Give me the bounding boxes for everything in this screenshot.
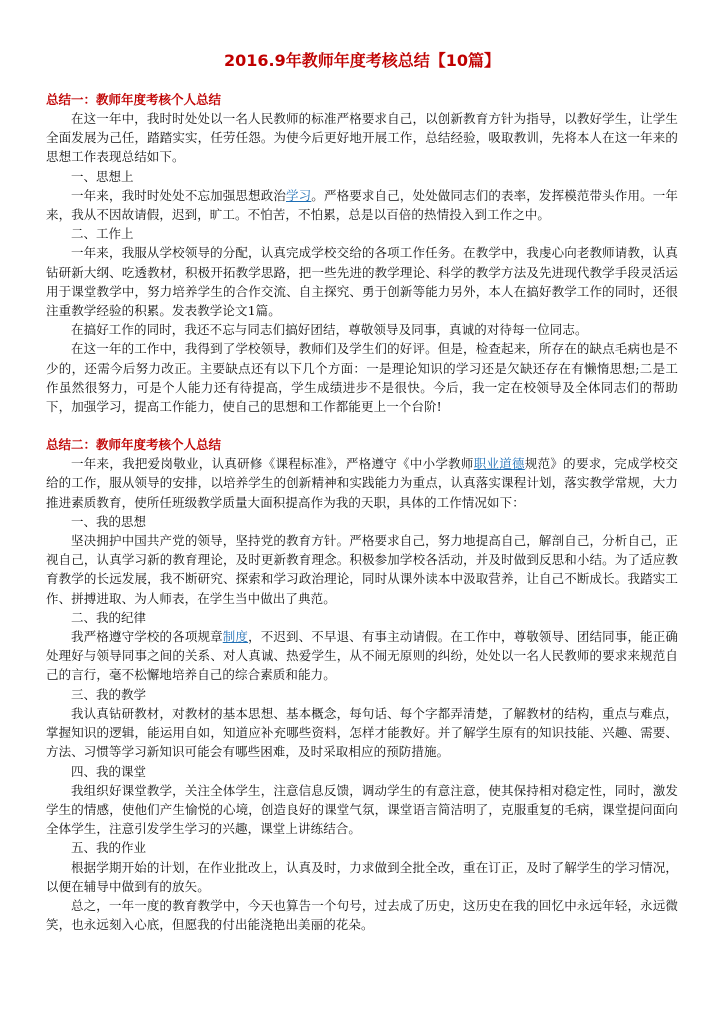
text-span: 我严格遵守学校的各项规章 [71, 629, 223, 645]
section-two-teaching-paragraph: 我认真钻研教材，对教材的基本思想、基本概念，每句话、每个字都弄清楚，了解教材的结构，重点与难点，掌握知识的逻辑，能运用自如，知道应补充哪些资料，怎样才能教好。并了解学生原有的知识技能、兴趣、需要、方法、习惯等学习新知识可能会有哪些困难，及时采取相应的预防措施。 [46, 705, 678, 760]
section-two-subheading-discipline: 二、我的纪律 [71, 609, 147, 625]
section-one-subheading-thought: 一、思想上 [71, 168, 134, 184]
text-span: 。严格要求自己，处处做同志们的表率，发挥模范带头作用。一年来，我从不因故请假，迟到，旷工。不怕苦，不怕累，总是以百倍的热情投入到工作之中。 [46, 187, 679, 223]
section-one-thought-paragraph [46, 186, 678, 224]
section-two-intro [46, 454, 678, 512]
section-one-unity-paragraph: 在搞好工作的同时，我还不忘与同志们搞好团结，尊敬领导及同事，真诚的对待每一位同志。 [71, 322, 588, 338]
section-two [46, 435, 678, 934]
text-span: 一年来，我把爱岗敬业，认真研修《课程标准》，严格遵守《中小学教师 [71, 456, 474, 472]
link-study[interactable]: 学习 [286, 187, 312, 203]
section-two-thought-paragraph: 坚决拥护中国共产党的领导，坚持党的教育方针。严格要求自己，努力地提高自己，解剖自己，分析自己，正视自己，认真学习新的教育理论，及时更新教育理念。积极参加学校各活动，并及时做到反思和小结。为了适应教育教学的长远发展，我不断研究、探索和学习政治理论，同时从课外读本中汲取营养，让自己不断成长。我踏实工作、拼搏进取、为人师表，在学生当中做出了典范。 [46, 533, 678, 606]
section-spacer [46, 416, 678, 435]
section-one-subheading-work: 二、工作上 [71, 226, 134, 242]
link-rules[interactable]: 制度 [222, 629, 249, 645]
section-two-subheading-thought: 一、我的思想 [71, 513, 147, 529]
section-two-discipline-paragraph [46, 627, 678, 685]
section-one [46, 90, 678, 416]
section-two-conclusion-paragraph: 总之，一年一度的教育教学中，今天也算告一个句号，过去成了历史，这历史在我的回忆中永远年轻，永远微笑，也永远刻入心底，但愿我的付出能浇艳出美丽的花朵。 [46, 897, 678, 933]
section-two-subheading-classroom: 四、我的课堂 [71, 763, 147, 779]
section-two-subheading-homework: 五、我的作业 [71, 840, 147, 856]
section-one-work-paragraph: 一年来，我服从学校领导的分配，认真完成学校交给的各项工作任务。在教学中，我虔心向老教师请教，认真钻研新大纲、吃透教材，积极开拓教学思路，把一些先进的教学理论、科学的教学方法及先进现代教学手段灵活运用于课堂教学中，努力培养学生的合作交流、自主探究、勇于创新等能力另外，本人在搞好教学工作的同时，还很注重教学经验的积累。发表教学论文1篇。 [46, 245, 678, 319]
link-professional-ethics[interactable]: 职业道德 [473, 456, 525, 472]
section-one-heading: 总结一：教师年度考核个人总结 [46, 92, 222, 107]
section-two-homework-paragraph: 根据学期开始的计划，在作业批改上，认真及时，力求做到全批全改，重在订正，及时了解学生的学习情况，以便在辅导中做到有的放矢。 [46, 859, 678, 894]
section-one-intro: 在这一年中，我时时处处以一名人民教师的标准严格要求自己，以创新教育方针为指导，以教好学生，让学生全面发展为己任，踏踏实实，任劳任怨。为使今后更好地开展工作，总结经验，吸取教训，先将本人在这一年来的思想工作表现总结如下。 [46, 111, 678, 165]
section-two-subheading-teaching: 三、我的教学 [71, 686, 147, 702]
section-two-heading: 总结二：教师年度考核个人总结 [46, 437, 222, 453]
text-span: ，不迟到、不早退、有事主动请假。在工作中，尊敬领导、团结同事，能正确处理好与领导同事之间的关系、对人真诚、热爱学生，从不闹无原则的纠纷，处处以一名人民教师的要求来规范自己的言行，毫不松懈地培养自己的综合素质和能力。 [46, 629, 678, 683]
section-two-classroom-paragraph: 我组织好课堂教学，关注全体学生，注意信息反馈，调动学生的有意注意，使其保持相对稳定性，同时，激发学生的情感，使他们产生愉悦的心境，创造良好的课堂气氛，课堂语言简洁明了，克服重复的毛病，课堂提问面向全体学生，注意引发学生学习的兴趣，课堂上讲练结合。 [46, 782, 678, 837]
text-span: 一年来，我时时处处不忘加强思想政治 [71, 187, 286, 203]
section-one-summary-paragraph: 在这一年的工作中，我得到了学校领导，教师们及学生们的好评。但是，检查起来，所存在的缺点毛病也是不少的，还需今后努力改正。主要缺点还有以下几个方面：一是理论知识的学习还是欠缺还存在有懒惰思想;二是工作虽然很努力，可是个人能力还有待提高，学生成绩进步不是很快。今后，我一定在校领导及全体同志们的帮助下，加强学习，提高工作能力，使自己的思想和工作都能更上一个台阶! [46, 341, 678, 415]
text-span: 规范》的要求，完成学校交给的工作，服从领导的安排，以培养学生的创新精神和实践能力为重点，认真落实课程计划，落实教学常规，大力推进素质教育，使所任班级教学质量大面积提高作为我的天职，具体的工作情况如下： [46, 456, 679, 510]
document-title: 2016.9年教师年度考核总结【10篇】 [223, 51, 500, 70]
